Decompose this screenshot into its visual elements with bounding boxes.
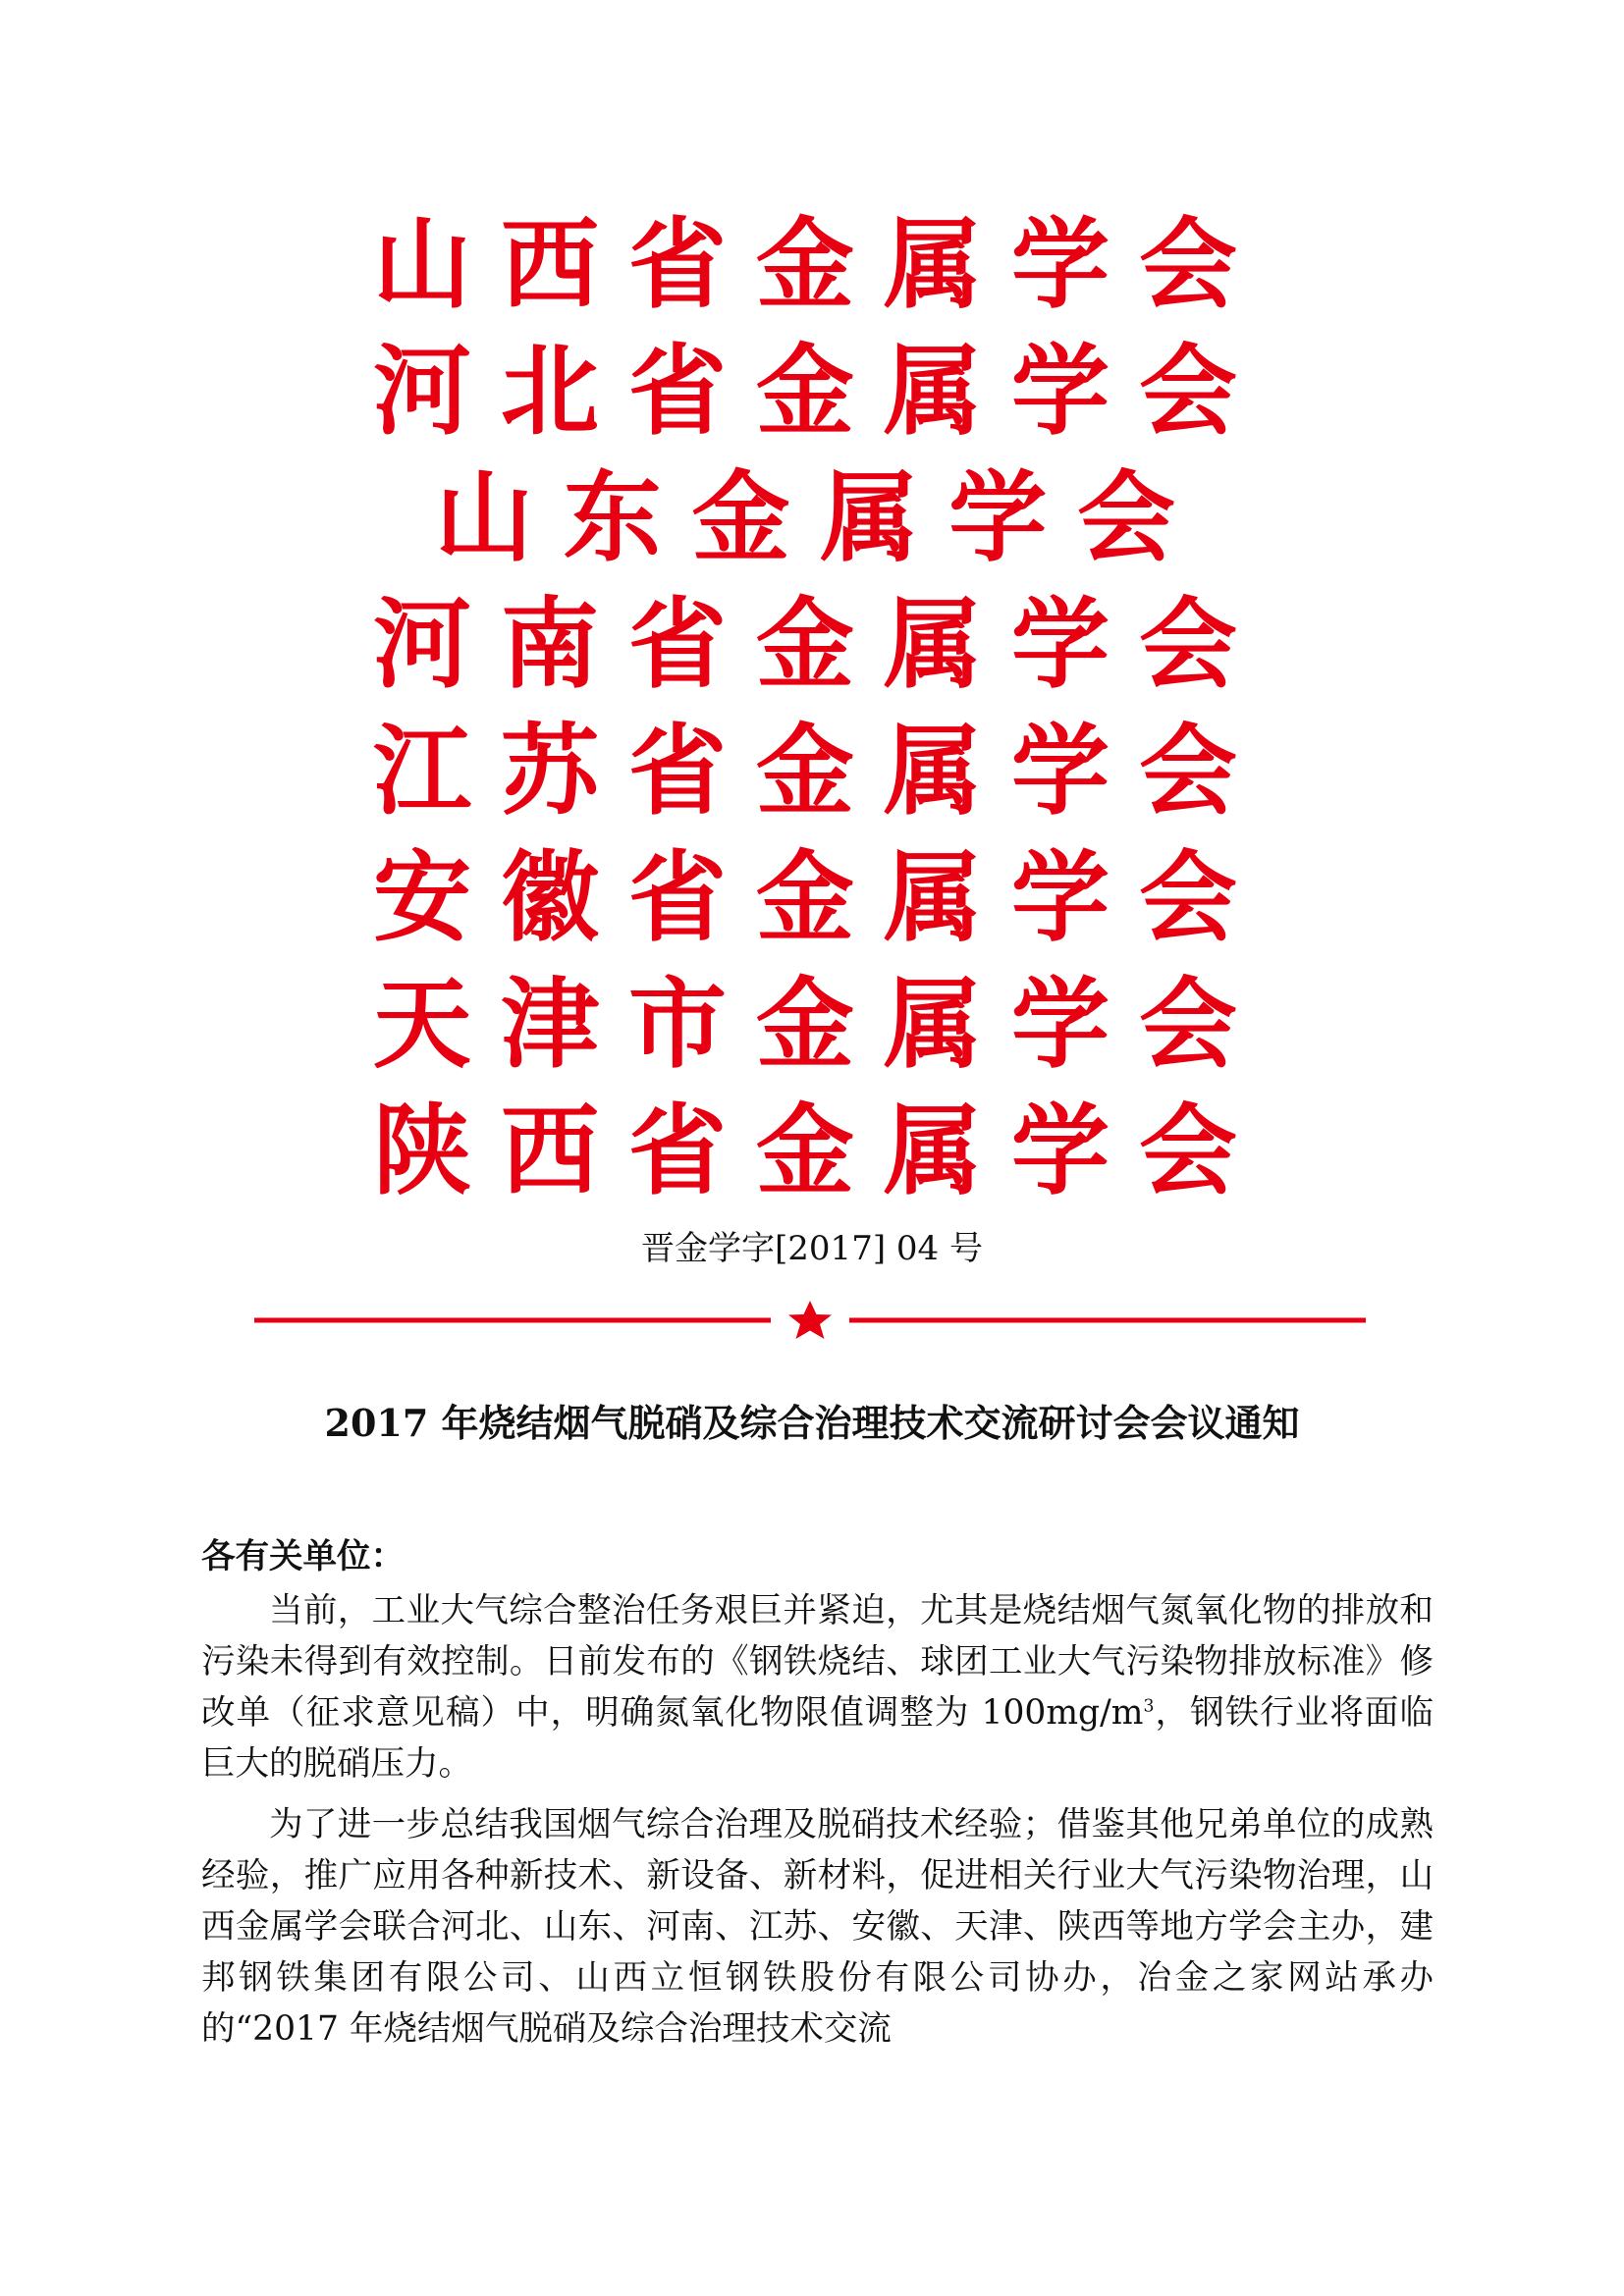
superscript: 3 [1143,1696,1155,1717]
org-name: 天津市金属学会 [373,967,1237,1082]
org-name: 江苏省金属学会 [373,714,1237,828]
org-name: 河北省金属学会 [373,334,1237,449]
org-name: 山东金属学会 [435,460,1175,575]
salutation: 各有关单位： [201,1537,405,1576]
notice-body [201,1528,1434,2064]
paragraph-text: 当前，工业大气综合整治任务艰巨并紧迫，尤其是烧结烟气氮氧化物的排放和污染未得到有效控制。日前发布的《钢铁烧结、球团工业大气污染物排放标准》修改单（征求意见稿）中，明确氮氧化物限值调整为 100mg/m [201,1591,1434,1733]
document-number: 晋金学字[2017] 04 号 [641,1229,983,1268]
red-letterhead [373,201,1237,1214]
red-divider-with-star [250,1296,1370,1345]
org-name: 安徽省金属学会 [373,840,1237,955]
star-icon [788,1301,832,1339]
paragraph: 为了进一步总结我国烟气综合治理及脱硝技术经验；借鉴其他兄弟单位的成熟经验，推广应用各种新技术、新设备、新材料，促进相关行业大气污染物治理，山西金属学会联合河北、山东、河南、江苏、安徽、天津、陕西等地方学会主办，建邦钢铁集团有限公司、山西立恒钢铁股份有限公司协办，冶金之家网站承办的“2017 年烧结烟气脱硝及综合治理技术交流 [201,1805,1434,2049]
paragraph [201,1585,1434,1789]
org-name: 河南省金属学会 [373,587,1237,702]
org-name: 陕西省金属学会 [373,1094,1237,1208]
paragraph-text: ，钢铁行业将面临巨大的脱硝压力。 [201,1693,1435,1784]
notice-title: 2017 年烧结烟气脱硝及综合治理技术交流研讨会会议通知 [324,1401,1300,1445]
org-name: 山西省金属学会 [373,207,1237,322]
